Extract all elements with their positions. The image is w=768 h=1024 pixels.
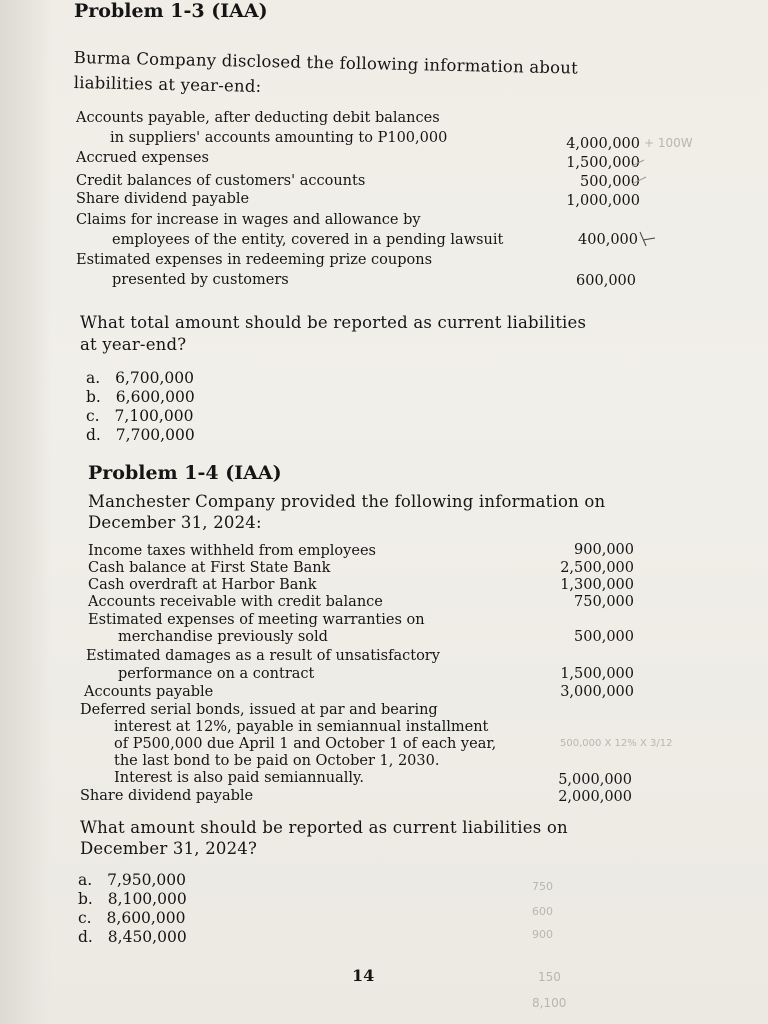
p14-choice-d	[78, 928, 187, 946]
p14-item-2-label: Cash balance at First State Bank	[88, 560, 331, 576]
p13-choice-c-letter: c.	[86, 407, 100, 425]
problem-1-3-title: Problem 1-3 (IAA)	[74, 0, 268, 22]
p14-item-6-line-1: Estimated damages as a result of unsatisfactory	[86, 648, 440, 664]
p14-item-5-line-2: merchandise previously sold	[118, 629, 328, 645]
p14-margin-note-5: 8,100	[532, 996, 567, 1010]
p13-choice-d-value: 7,700,000	[115, 426, 195, 444]
p14-choice-d-value: 8,450,000	[107, 928, 187, 946]
p14-item-2-amount: 2,500,000	[560, 560, 634, 576]
p14-item-9-amount: 2,000,000	[558, 789, 632, 805]
p13-choice-b-letter: b.	[86, 388, 101, 406]
p13-item-1-line-2: in suppliers' accounts amounting to P100,000	[110, 130, 448, 146]
p13-choice-b-value: 6,600,000	[115, 388, 195, 406]
p13-item-2-label: Accrued expenses	[76, 150, 209, 166]
p14-item-1-amount: 900,000	[574, 542, 634, 558]
p14-item-8-line-3: of P500,000 due April 1 and October 1 of each year,	[114, 736, 497, 752]
problem-1-4-question-line-1: What amount should be reported as current liabilities on	[80, 818, 568, 837]
p14-margin-note-1: 750	[532, 880, 553, 893]
p14-choice-b	[78, 890, 187, 908]
p14-margin-note-4: 150	[538, 970, 561, 984]
p14-choice-a-value: 7,950,000	[107, 871, 186, 889]
p13-item-5-line-2: employees of the entity, covered in a pending lawsuit	[112, 232, 504, 248]
p13-choice-a-value: 6,700,000	[115, 369, 194, 387]
p14-item-8-line-2: interest at 12%, payable in semiannual installment	[114, 719, 489, 735]
p14-choice-d-letter: d.	[78, 928, 93, 946]
p14-choice-b-value: 8,100,000	[107, 890, 187, 908]
p13-item-3-label: Credit balances of customers' accounts	[76, 173, 366, 189]
problem-1-3-question-line-1: What total amount should be reported as current liabilities	[80, 313, 587, 332]
p14-item-8-line-5: Interest is also paid semiannually.	[114, 770, 364, 786]
p14-choice-a-letter: a.	[78, 871, 93, 889]
p14-item-4-amount: 750,000	[574, 594, 634, 610]
pencil-tick-marks	[630, 158, 660, 198]
page-number: 14	[352, 966, 375, 985]
p13-item-5-amount: 400,000	[578, 232, 638, 248]
p14-item-6-amount: 1,500,000	[560, 666, 634, 682]
p14-item-9-label: Share dividend payable	[80, 788, 254, 804]
pencil-backslash-mark	[637, 230, 659, 250]
p13-item-2-amount: 1,500,000	[566, 155, 640, 171]
problem-1-3-intro-line-2: liabilities at year-end:	[73, 73, 262, 96]
problem-1-4-title: Problem 1-4 (IAA)	[88, 462, 282, 484]
p13-choice-d-letter: d.	[86, 426, 101, 444]
p13-item-5-line-1: Claims for increase in wages and allowance by	[76, 212, 421, 228]
page-gutter-shadow	[0, 0, 52, 1024]
p14-item-8-amount: 5,000,000	[558, 772, 632, 788]
problem-1-4-question-line-2: December 31, 2024?	[80, 839, 258, 858]
p13-item-6-line-2: presented by customers	[112, 272, 289, 288]
p14-choice-c-value: 8,600,000	[106, 909, 186, 927]
p14-margin-note-3: 900	[532, 928, 553, 941]
p13-item-6-line-1: Estimated expenses in redeeming prize coupons	[76, 252, 433, 268]
p13-choice-d	[86, 426, 195, 444]
p14-item-1-label: Income taxes withheld from employees	[88, 543, 376, 559]
p14-item-7-label: Accounts payable	[84, 684, 214, 700]
problem-1-3-question-line-2: at year-end?	[80, 335, 187, 354]
p14-item-3-amount: 1,300,000	[560, 577, 634, 593]
p14-margin-note-2: 600	[532, 905, 553, 918]
p14-item-5-line-1: Estimated expenses of meeting warranties on	[88, 612, 425, 628]
p13-handwritten-note: + 100W	[644, 136, 693, 150]
p13-item-6-amount: 600,000	[576, 273, 636, 289]
p14-item-8-line-1: Deferred serial bonds, issued at par and bearing	[80, 702, 438, 718]
p14-item-7-amount: 3,000,000	[560, 684, 634, 700]
problem-1-3-intro-line-1: Burma Company disclosed the following information about	[73, 48, 579, 78]
p13-item-3-amount: 500,000	[580, 174, 640, 190]
p14-choice-c-letter: c.	[78, 909, 92, 927]
p13-item-1-line-1: Accounts payable, after deducting debit balances	[76, 110, 440, 126]
p14-item-5-amount: 500,000	[574, 629, 634, 645]
p14-item-4-label: Accounts receivable with credit balance	[88, 594, 383, 610]
problem-1-4-intro-line-2: December 31, 2024:	[88, 513, 262, 532]
p13-item-4-amount: 1,000,000	[566, 193, 640, 209]
p14-item-6-line-2: performance on a contract	[118, 666, 315, 682]
p13-item-4-label: Share dividend payable	[76, 191, 250, 207]
problem-1-4-intro-line-1: Manchester Company provided the following information on	[88, 492, 606, 511]
p14-choice-a	[78, 871, 186, 889]
p13-choice-c-value: 7,100,000	[114, 407, 194, 425]
p14-choice-b-letter: b.	[78, 890, 93, 908]
p14-choice-c	[78, 909, 185, 927]
p13-choice-b	[86, 388, 195, 406]
p14-item-8-line-4: the last bond to be paid on October 1, 2030.	[114, 753, 440, 769]
p14-item-3-label: Cash overdraft at Harbor Bank	[88, 577, 317, 593]
p13-choice-a-letter: a.	[86, 369, 101, 387]
p13-item-1-amount: 4,000,000	[566, 136, 640, 152]
p13-choice-a	[86, 369, 194, 387]
p13-choice-c	[86, 407, 193, 425]
p14-margin-calc: 500,000 X 12% X 3/12	[560, 738, 673, 749]
